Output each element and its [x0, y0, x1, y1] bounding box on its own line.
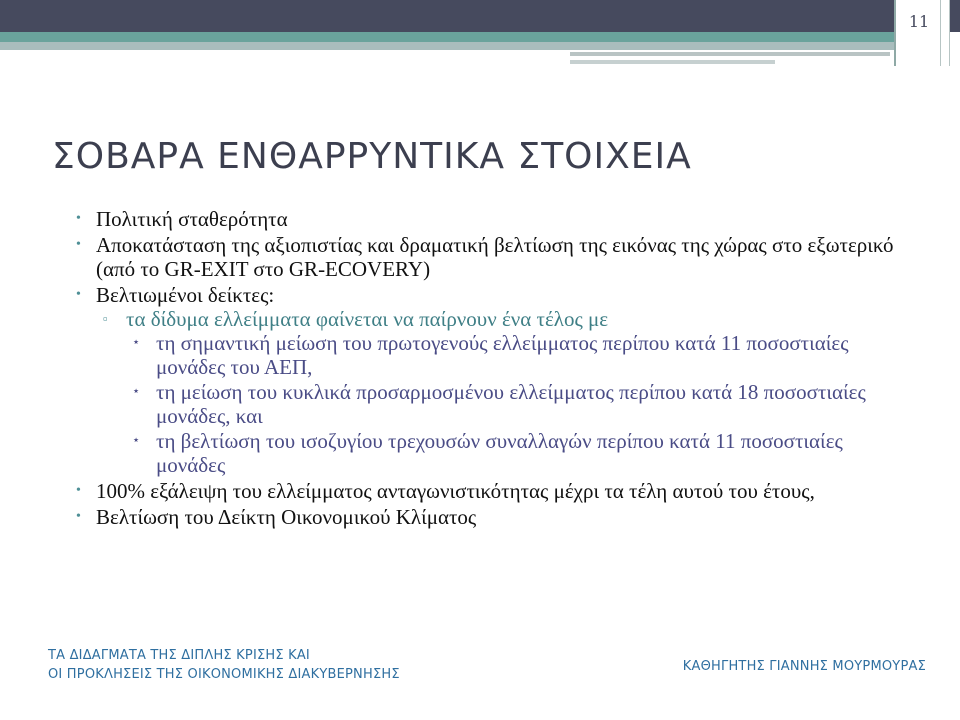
- sub-sub-list-item: [126, 429, 902, 477]
- star-bullet-icon: ⋆: [132, 383, 141, 398]
- sub-sub-list-item: [126, 380, 902, 428]
- list-item-text: Πολιτική σταθερότητα: [96, 207, 288, 231]
- list-item: [72, 233, 902, 281]
- sub-list-item: [96, 307, 902, 477]
- header-thin-line: [570, 52, 890, 56]
- header-accent-line: [0, 32, 940, 42]
- slide-number-tab: [894, 0, 942, 66]
- list-item: [72, 207, 902, 231]
- footer-line: ΤΑ ΔΙΔΑΓΜΑΤΑ ΤΗΣ ΔΙΠΛΗΣ ΚΡΙΣΗΣ ΚΑΙ: [48, 648, 310, 663]
- header-thin-line-short: [570, 60, 775, 64]
- footer-author: ΚΑΘΗΓΗΤΗΣ ΓΙΑΝΝΗΣ ΜΟΥΡΜΟΥΡΑΣ: [682, 659, 926, 674]
- star-bullet-icon: ⋆: [132, 334, 141, 349]
- square-bullet-icon: ▫: [103, 311, 108, 326]
- sub-list: [96, 307, 902, 477]
- footer-line: ΟΙ ΠΡΟΚΛΗΣΕΙΣ ΤΗΣ ΟΙΚΟΝΟΜΙΚΗΣ ΔΙΑΚΥΒΕΡΝΗΣΗΣ: [48, 667, 400, 682]
- footer-presentation-title: [48, 646, 518, 684]
- sub-sub-list-item-text: τη βελτίωση του ισοζυγίου τρεχουσών συναλλαγών περίπου κατά 11 ποσοστιαίες μονάδες: [156, 429, 843, 477]
- list-item-text: 100% εξάλειψη του ελλείμματος ανταγωνιστικότητας μέχρι τα τέλη αυτού του έτους,: [96, 479, 815, 503]
- header-band: [0, 0, 960, 32]
- bullet-icon: •: [76, 483, 81, 498]
- bullet-icon: •: [76, 211, 81, 226]
- slide-title: ΣΟΒΑΡΑ ΕΝΘΑΡΡΥΝΤΙΚΑ ΣΤΟΙΧΕΙΑ: [52, 136, 692, 177]
- sub-sub-list-item-text: τη μείωση του κυκλικά προσαρμοσμένου ελλείμματος περίπου κατά 18 ποσοστιαίες μονάδες, και: [156, 380, 866, 428]
- list-item-text: Βελτίωση του Δείκτη Οικονομικού Κλίματος: [96, 505, 477, 529]
- sub-sub-list-item-text: τη σημαντική μείωση του πρωτογενούς ελλείμματος περίπου κατά 11 ποσοστιαίες μονάδες του ΑΕΠ,: [156, 331, 849, 379]
- list-item: [72, 505, 902, 529]
- bullet-icon: •: [76, 287, 81, 302]
- star-bullet-icon: ⋆: [132, 432, 141, 447]
- header-secondary-line: [0, 42, 940, 50]
- sub-sub-list: [126, 331, 902, 477]
- side-edge-decoration: [940, 0, 950, 66]
- list-item: [72, 283, 902, 477]
- bullet-icon: •: [76, 237, 81, 252]
- sub-list-item-text: τα δίδυμα ελλείμματα φαίνεται να παίρνουν ένα τέλος με: [126, 307, 609, 331]
- list-item-text: Αποκατάσταση της αξιοπιστίας και δραματική βελτίωση της εικόνας της χώρας στο εξωτερικό (από το GR-EXIT στο GR-ECOVERY): [96, 233, 894, 281]
- list-item-text: Βελτιωμένοι δείκτες:: [96, 283, 275, 307]
- list-item: [72, 479, 902, 503]
- bullet-icon: •: [76, 509, 81, 524]
- slide-number: 11: [908, 12, 930, 31]
- bullet-list: [72, 207, 902, 531]
- sub-sub-list-item: [126, 331, 902, 379]
